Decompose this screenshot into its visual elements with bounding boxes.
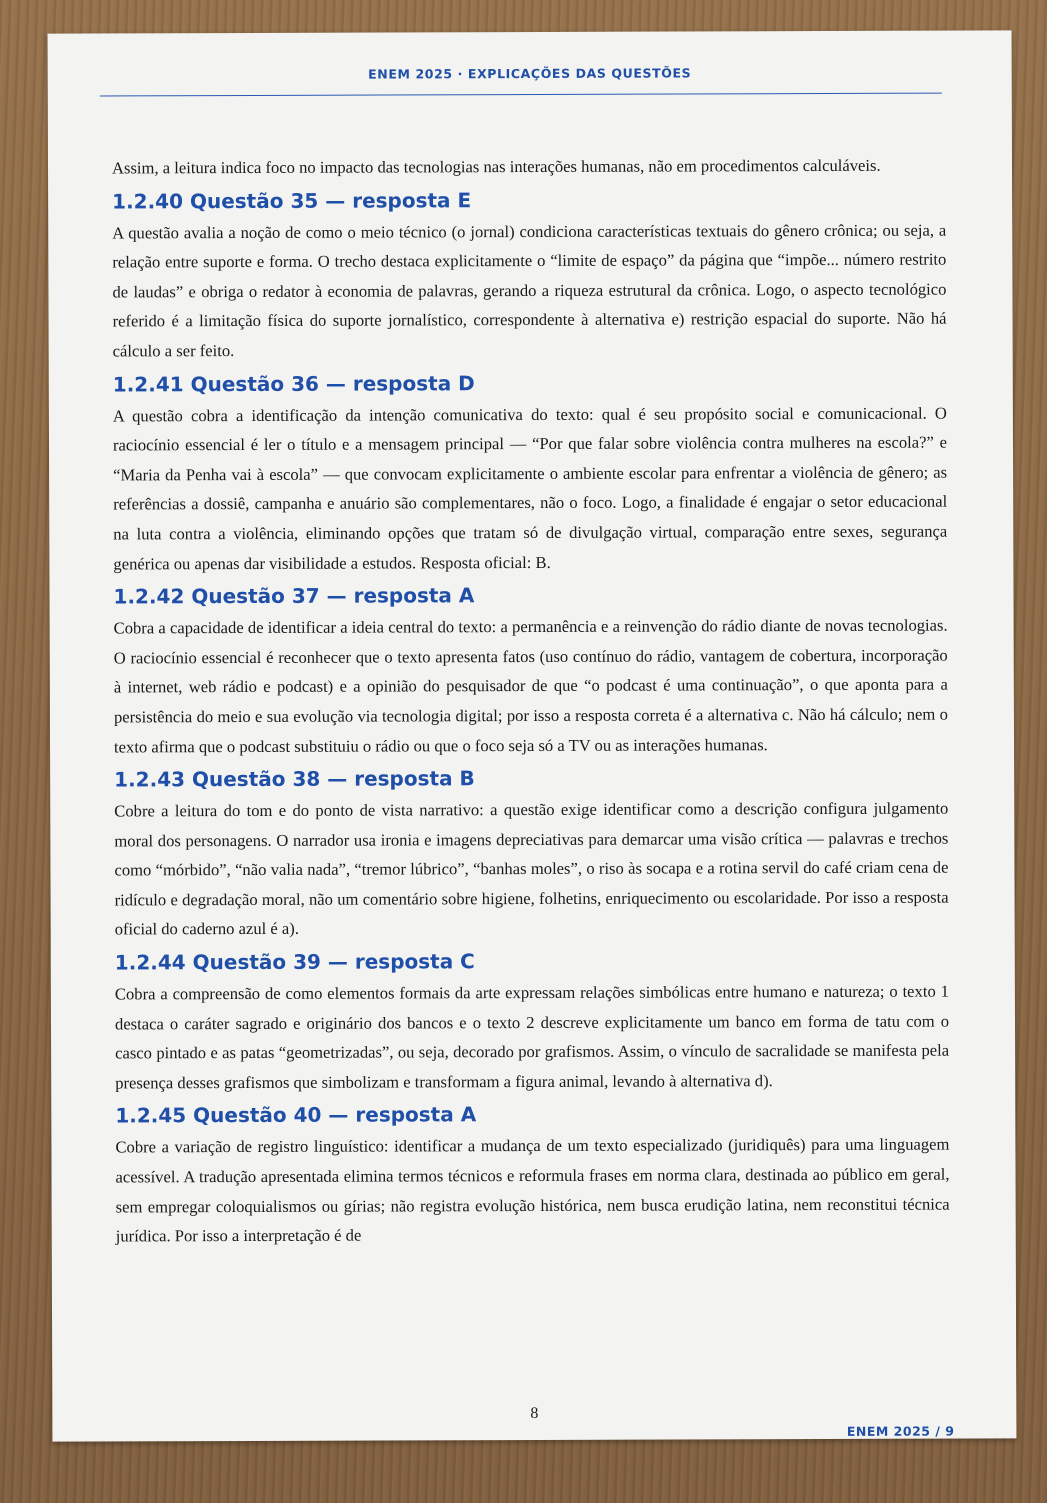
section-text-q38: Cobre a leitura do tom e do ponto de vista narrativo: a questão exige identificar como a descrição configura julgamento moral dos personagens. O narrador usa ironia e imagens depreciativas para demarcar uma visão crítica — palavras e trechos como “mórbido”, “não valia nada”, “tremor lúbrico”, “banhas moles”, o riso às socapa e a rotina servil do café criam cena de ridículo e degradação moral, não um comentário sobre higiene, folhetins, enriquecimento ou escolaridade. Por isso a resposta oficial do caderno azul é a). [114, 798, 949, 939]
section-heading-q37: 1.2.42 Questão 37 — resposta A [113, 583, 475, 609]
section-text-q39: Cobra a compreensão de como elementos formais da arte expressam relações simbólicas entre humano e natureza; o texto 1 destaca o caráter sagrado e originário dos bancos e o texto 2 descreve explicitamente um banco em forma de tatu com o casco pintado e as patas “geometrizadas”, ou seja, decorado por grafismos. Assim, o vínculo de sacralidade se manifesta pela presença desses grafismos que simbolizam e transformam a figura animal, levando à alternativa d). [114, 981, 950, 1093]
section-heading-q39: 1.2.44 Questão 39 — resposta C [114, 949, 475, 975]
section-text-q37: Cobra a capacidade de identificar a ideia central do texto: a permanência e a reinvenção do rádio diante de novas tecnologias. O raciocínio essencial é reconhecer que o texto apresenta fatos (uso contínuo do rádio, vantagem de cobertura, incorporação à internet, web rádio e podcast) e a opinião do pesquisador de que “o podcast é uma continuação”, o que aponta para a persistência do meio e sua evolução via tecnologia digital; por isso a resposta correta é a alternativa c. Não há cálculo; nem o texto afirma que o podcast substituiu o rádio ou que o foco seja só a TV ou as interações humanas. [113, 615, 948, 756]
page-body [112, 151, 950, 1252]
section-heading-q38: 1.2.43 Questão 38 — resposta B [114, 766, 475, 792]
section-text-q35: A questão avalia a noção de como o meio técnico (o jornal) condiciona características textuais do gênero crônica; ou seja, a relação entre suporte e forma. O trecho destaca explicitamente o “limite de espaço” da página que “impõe... número restrito de laudas” e obriga o redator à economia de palavras, gerando a riqueza estrutural da crônica. Logo, o aspecto tecnológico referido é a limitação física do suporte jornalístico, correspondente à alternativa e) restrição espacial do suporte. Não há cálculo a ser feito. [112, 220, 947, 361]
page-number: 8 [530, 1404, 539, 1423]
section-heading-q40: 1.2.45 Questão 40 — resposta A [115, 1102, 477, 1128]
document-page [48, 30, 1017, 1441]
footer-label: ENEM 2025 / 9 [846, 1423, 955, 1439]
section-heading-q35: 1.2.40 Questão 35 — resposta E [112, 187, 472, 214]
section-heading-q36: 1.2.41 Questão 36 — resposta D [112, 370, 475, 397]
section-text-q40: Cobre a variação de registro linguístico: identificar a mudança de um texto especializado (juridiquês) para uma linguagem acessível. A tradução apresentada elimina termos técnicos e reformula frases em norma clara, destinada ao público em geral, sem empregar coloquialismos ou gírias; não registra evolução histórica, nem busca erudição latina, nem reconstitui técnica jurídica. Por isso a interpretação é de [115, 1134, 950, 1246]
section-text-q36: A questão cobra a identificação da intenção comunicativa do texto: qual é seu propósito social e comunicacional. O raciocínio essencial é ler o título e a mensagem principal — “Por que falar sobre violência contra mulheres na escola?” e “Maria da Penha vai à escola” — que convocam explicitamente o ambiente escolar para enfrentar a violência de gênero; as referências a dossiê, campanha e anuário são complementares, não o foco. Logo, a finalidade é engajar o setor educacional na luta contra a violência, eliminando opções que tratam só de divulgação virtual, comparação entre sexes, segurança genérica ou apenas dar visibilidade a estudos. Resposta oficial: B. [112, 403, 948, 573]
intro-paragraph: Assim, a leitura indica foco no impacto das tecnologias nas interações humanas, não em procedimentos calculáveis. [111, 155, 881, 178]
running-header: ENEM 2025 · EXPLICAÇÕES DAS QUESTÕES [368, 65, 692, 82]
header-rule [100, 93, 942, 97]
